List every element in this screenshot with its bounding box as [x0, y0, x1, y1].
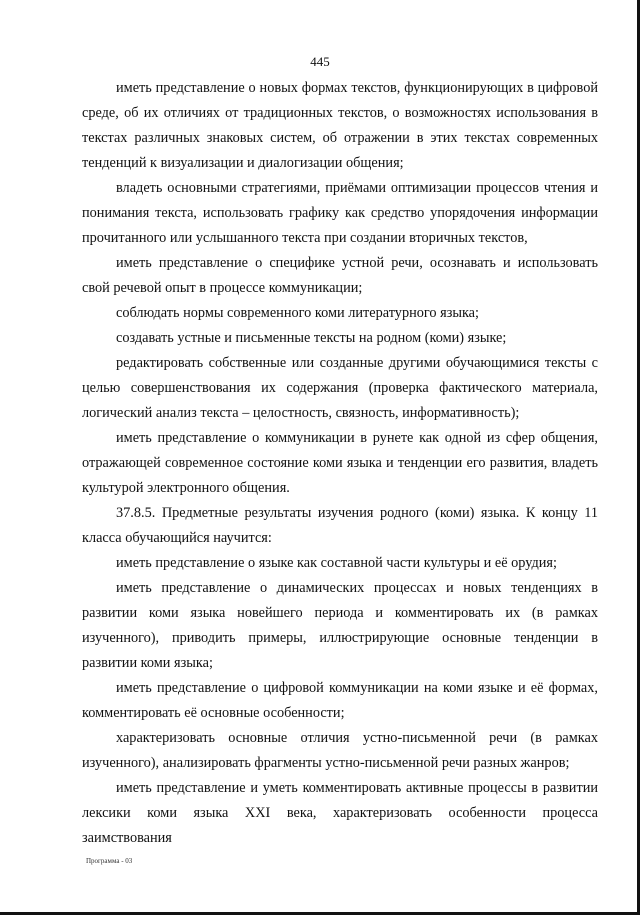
paragraph: иметь представление о динамических процессах и новых тенденциях в развитии коми языка новейшего периода и комментировать их (в рамках изученного), приводить примеры, иллюстрирующие основные тенденции в развитии коми языка; [82, 580, 598, 671]
paragraph: иметь представление о специфике устной речи, осознавать и использовать свой речевой опыт в процессе коммуникации; [82, 255, 598, 296]
paragraph: создавать устные и письменные тексты на родном (коми) языке; [116, 330, 507, 346]
paragraph: иметь представление о коммуникации в рунете как одной из сфер общения, отражающей современное состояние коми языка и тенденции его развития, владеть культурой электронного общения. [82, 430, 598, 496]
body-text [82, 76, 598, 851]
paragraph: иметь представление и уметь комментировать активные процессы в развитии лексики коми языка XXI века, характеризовать особенности процесса заимствования [82, 780, 598, 846]
paragraph: характеризовать основные отличия устно-письменной речи (в рамках изученного), анализировать фрагменты устно-письменной речи разных жанров; [82, 730, 598, 771]
paragraph: иметь представление о новых формах текстов, функционирующих в цифровой среде, об их отличиях от традиционных текстов, о возможностях использования в текстах различных знаковых систем, об отражении в этих текстах современных тенденций к визуализации и диалогизации общения; [82, 80, 598, 171]
paragraph: редактировать собственные или созданные другими обучающимися тексты с целью совершенствования их содержания (проверка фактического материала, логический анализ текста – целостность, связность, информативность); [82, 355, 598, 421]
footer-label: Программа - 03 [86, 857, 133, 865]
paragraph: соблюдать нормы современного коми литературного языка; [116, 305, 479, 321]
page-number: 445 [310, 54, 330, 69]
section-heading-paragraph: 37.8.5. Предметные результаты изучения родного (коми) языка. К концу 11 класса обучающийся научится: [82, 505, 598, 546]
paragraph: иметь представление о цифровой коммуникации на коми языке и её формах, комментировать её основные особенности; [82, 680, 598, 721]
paragraph: владеть основными стратегиями, приёмами оптимизации процессов чтения и понимания текста, использовать графику как средство упорядочения информации прочитанного или услышанного текста при создании вторичных текстов, [82, 180, 598, 246]
paragraph: иметь представление о языке как составной части культуры и её орудия; [116, 555, 557, 571]
